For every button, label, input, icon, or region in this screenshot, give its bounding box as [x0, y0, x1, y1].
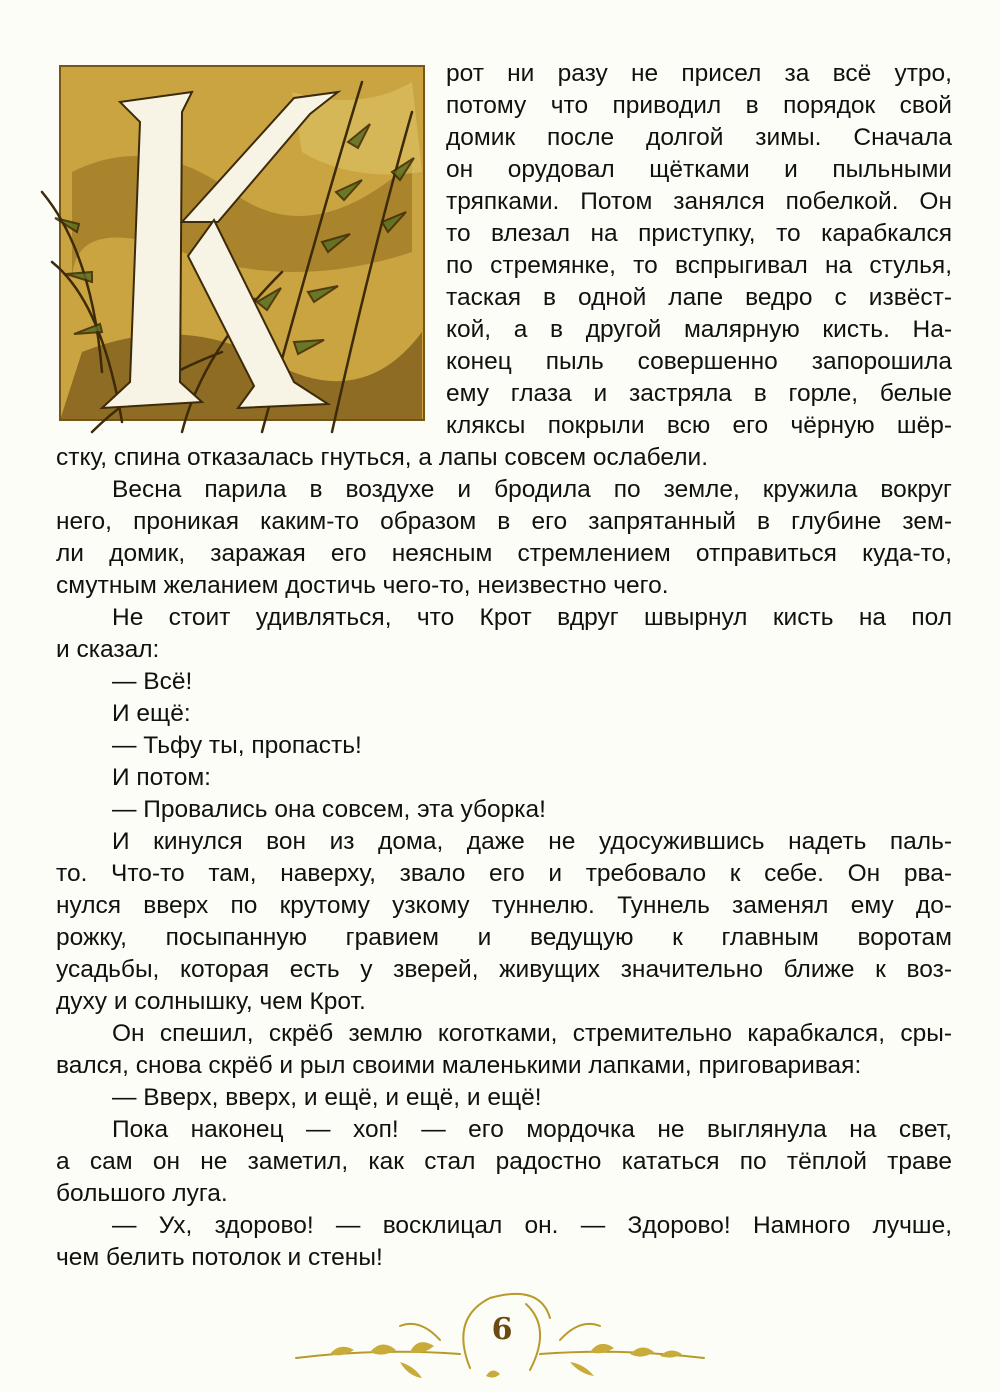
drop-cap-letter: К	[32, 52, 33, 53]
text-line: рожку, посыпанную гравием и ведущую к главным воротам	[56, 924, 952, 951]
paragraph-start-line: Весна парила в воздухе и бродила по земле, кружила вокруг	[112, 476, 952, 503]
text-line: усадьбы, которая есть у зверей, живущих значительно ближе к воз-	[56, 956, 952, 983]
dialogue-line: — Всё!	[112, 668, 193, 695]
paragraph-start-line: Пока наконец — хоп! — его мордочка не выглянула на свет,	[112, 1116, 952, 1143]
text-line: духу и солнышку, чем Крот.	[56, 988, 366, 1015]
text-line: кляксы покрыли всю его чёрную шёр-	[446, 412, 952, 439]
dialogue-line: — Вверх, вверх, и ещё, и ещё, и ещё!	[112, 1084, 542, 1111]
text-line: И потом:	[112, 764, 211, 791]
page-number: 6	[491, 1312, 513, 1347]
dialogue-line: — Провались она совсем, эта уборка!	[112, 796, 546, 823]
text-line: стку, спина отказалась гнуться, а лапы совсем ослабели.	[56, 444, 709, 471]
text-line: и сказал:	[56, 636, 160, 663]
drop-cap-illustration	[32, 52, 430, 444]
text-line: то. Что-то там, наверху, звало его и требовало к себе. Он рва-	[56, 860, 952, 887]
text-line: ему глаза и застряла в горле, белые	[446, 380, 952, 407]
text-line: потому что приводил в порядок свой	[446, 92, 952, 119]
text-line: рот ни разу не присел за всё утро,	[446, 60, 952, 87]
grass-illustration	[32, 52, 430, 444]
paragraph-start-line: И кинулся вон из дома, даже не удосужившись надеть паль-	[112, 828, 952, 855]
text-line: таская в одной лапе ведро с извёст-	[446, 284, 952, 311]
text-line: а сам он не заметил, как стал радостно кататься по тёплой траве	[56, 1148, 952, 1175]
text-line: чем белить потолок и стены!	[56, 1244, 383, 1271]
text-line: ли домик, заражая его неясным стремлением отправиться куда-то,	[56, 540, 952, 567]
text-line: он орудовал щётками и пыльными	[446, 156, 952, 183]
text-line: тряпками. Потом занялся побелкой. Он	[446, 188, 952, 215]
dialogue-line: — Ух, здорово! — восклицал он. — Здорово! Намного лучше,	[112, 1212, 952, 1239]
text-line: конец пыль совершенно запорошила	[446, 348, 952, 375]
paragraph-start-line: Он спешил, скрёб землю коготками, стремительно карабкался, сры-	[112, 1020, 952, 1047]
text-line: него, проникая каким-то образом в его запрятанный в глубине зем-	[56, 508, 952, 535]
text-line: нулся вверх по крутому узкому туннелю. Туннель заменял ему до-	[56, 892, 952, 919]
text-line: И ещё:	[112, 700, 191, 727]
dialogue-line: — Тьфу ты, пропасть!	[112, 732, 362, 759]
text-line: смутным желанием достичь чего-то, неизвестно чего.	[56, 572, 669, 599]
text-line: большого луга.	[56, 1180, 228, 1207]
paragraph-start-line: Не стоит удивляться, что Крот вдруг швырнул кисть на пол	[112, 604, 952, 631]
text-line: по стремянке, то вспрыгивал на стулья,	[446, 252, 952, 279]
text-line: то влезал на приступку, то карабкался	[446, 220, 952, 247]
text-line: кой, а в другой малярную кисть. На-	[446, 316, 952, 343]
text-line: домик после долгой зимы. Сначала	[446, 124, 952, 151]
text-line: вался, снова скрёб и рыл своими маленькими лапками, приговаривая:	[56, 1052, 862, 1079]
